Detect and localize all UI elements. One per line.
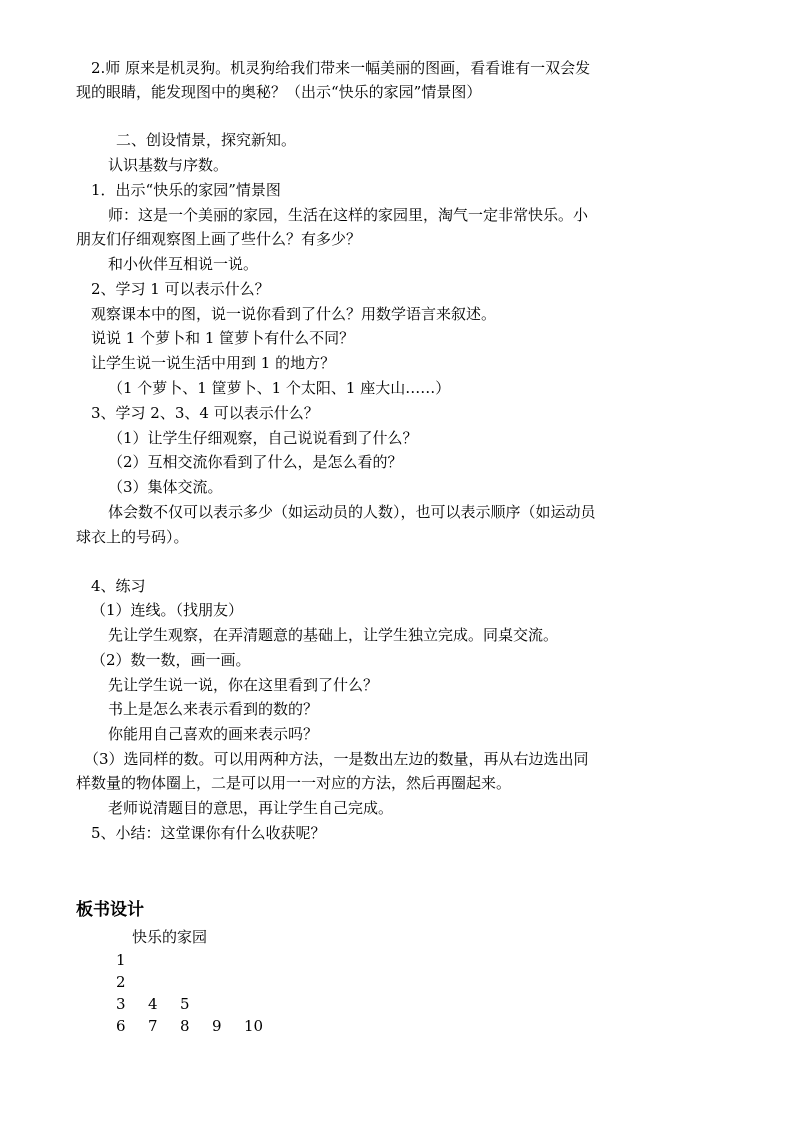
paragraph-line: 让学生说一说生活中用到 1 的地方？ [91,354,336,372]
paragraph-line: 现的眼睛，能发现图中的奥秘？（出示“快乐的家园”情景图） [76,83,482,101]
paragraph-line: 朋友们仔细观察图上画了些什么？有多少？ [76,230,362,248]
paragraph-line: 观察课本中的图，说一说你看到了什么？用数学语言来叙述。 [91,305,497,323]
paragraph-line: 老师说清题目的意思，再让学生自己完成。 [108,799,394,817]
paragraph-line: 认识基数与序数。 [108,156,229,174]
paragraph-line: （1 个萝卜、1 筐萝卜、1 个太阳、1 座大山……） [108,379,451,397]
board-number: 8 [180,1017,190,1035]
list-item: 2、学习 1 可以表示什么？ [91,280,270,298]
paragraph-line: 说说 1 个萝卜和 1 筐萝卜有什么不同？ [91,329,355,347]
board-number: 9 [212,1017,222,1035]
list-item: （1）连线。（找朋友） [91,601,244,619]
board-number: 4 [148,995,158,1013]
paragraph-line: 你能用自己喜欢的画来表示吗？ [108,725,319,743]
board-title: 快乐的家园 [132,928,208,946]
board-number: 1 [116,951,126,969]
paragraph-line: 先让学生说一说，你在这里看到了什么？ [108,676,379,694]
board-number: 2 [116,973,126,991]
list-item: 5、小结：这堂课你有什么收获呢？ [91,824,326,842]
board-number: 7 [148,1017,158,1035]
paragraph-line: 体会数不仅可以表示多少（如运动员的人数），也可以表示顺序（如运动员 [108,503,596,521]
section-title: 二、创设情景，探究新知。 [116,131,297,149]
list-item: （2）数一数，画一画。 [91,651,251,669]
list-item: 3、学习 2、3、4 可以表示什么？ [91,404,319,422]
list-item: 1．出示“快乐的家园”情景图 [91,181,281,199]
paragraph-line: 书上是怎么来表示看到的数的？ [108,700,319,718]
board-number: 3 [116,995,126,1013]
paragraph-line: 2.师 原来是机灵狗。机灵狗给我们带来一幅美丽的图画，看看谁有一双会发 [91,59,591,77]
board-number: 5 [180,995,190,1013]
board-number: 6 [116,1017,126,1035]
list-item: 4、练习 [91,577,146,595]
board-design-heading: 板书设计 [76,900,144,920]
list-item: （3）选同样的数。可以用两种方法，一是数出左边的数量，再从右边选出同 [84,750,589,768]
list-item: （1）让学生仔细观察，自己说说看到了什么？ [108,429,418,447]
paragraph-line: 球衣上的号码）。 [76,528,189,546]
list-item: （3）集体交流。 [108,478,223,496]
paragraph-line: 和小伙伴互相说一说。 [108,255,259,273]
board-number: 10 [244,1017,264,1035]
paragraph-line: 师：这是一个美丽的家园，生活在这样的家园里，淘气一定非常快乐。小 [108,206,589,224]
list-item: （2）互相交流你看到了什么，是怎么看的？ [108,453,403,471]
paragraph-line: 样数量的物体圈上，二是可以用一一对应的方法，然后再圈起来。 [76,774,512,792]
paragraph-line: 先让学生观察，在弄清题意的基础上，让学生独立完成。同桌交流。 [108,626,559,644]
